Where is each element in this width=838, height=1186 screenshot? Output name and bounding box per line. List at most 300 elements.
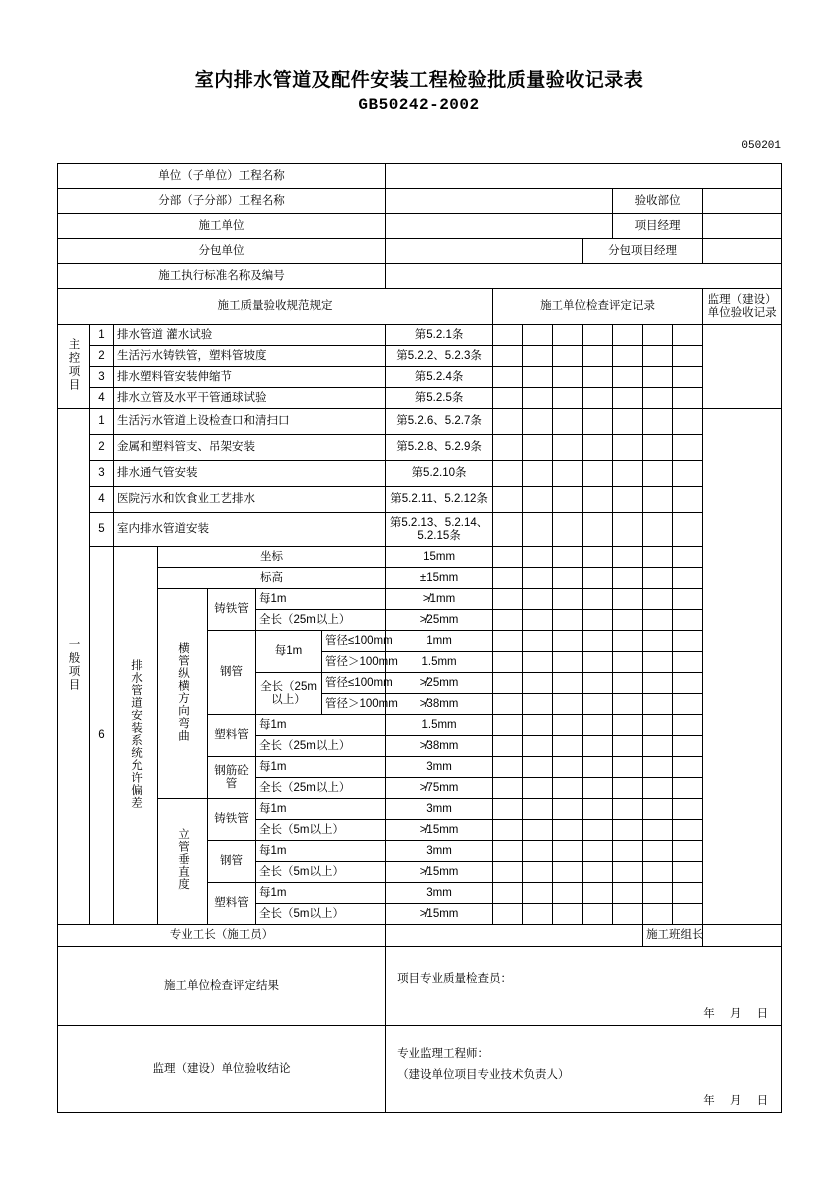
inspector-label: 项目专业质量检查员： [397, 973, 513, 985]
sub-project-label: 分部（子分部）工程名称 [58, 189, 386, 214]
check-cell[interactable] [583, 799, 613, 820]
tolerance-material: 钢管 [208, 841, 256, 883]
check-cell[interactable] [583, 547, 613, 568]
check-cell[interactable] [523, 652, 553, 673]
check-cell[interactable] [523, 589, 553, 610]
check-cell[interactable] [643, 757, 673, 778]
check-cell[interactable] [523, 694, 553, 715]
tolerance-material: 塑料管 [208, 883, 256, 925]
check-cell[interactable] [493, 367, 523, 388]
check-cell[interactable] [523, 487, 553, 513]
tolerance-material: 铸铁管 [208, 589, 256, 631]
check-cell[interactable] [643, 610, 673, 631]
check-cell[interactable] [643, 736, 673, 757]
check-cell[interactable] [673, 346, 703, 367]
check-cell[interactable] [523, 841, 553, 862]
check-cell[interactable] [673, 757, 703, 778]
check-cell[interactable] [613, 487, 643, 513]
main-item-name: 生活污水铸铁管，塑料管坡度 [114, 346, 386, 367]
tolerance-row-value: ±15mm [386, 568, 493, 589]
check-cell[interactable] [523, 367, 553, 388]
general-item-clause: 第5.2.6、5.2.7条 [386, 409, 493, 435]
check-cell[interactable] [553, 589, 583, 610]
supervisor-date-line: 年 月 日 [703, 1095, 775, 1107]
check-cell[interactable] [523, 568, 553, 589]
general-item-no: 4 [90, 487, 114, 513]
check-cell[interactable] [643, 547, 673, 568]
tolerance-value: 3mm [386, 757, 493, 778]
check-cell[interactable] [553, 799, 583, 820]
sub-unit-value[interactable] [386, 239, 583, 264]
check-cell[interactable] [613, 346, 643, 367]
tolerance-row-item: 坐标 [158, 547, 386, 568]
tolerance-sub: 全长（25m以上） [256, 778, 386, 799]
check-cell[interactable] [493, 673, 523, 694]
check-cell[interactable] [673, 904, 703, 925]
tolerance-value: ≯38mm [386, 694, 493, 715]
check-cell[interactable] [643, 409, 673, 435]
check-cell[interactable] [553, 820, 583, 841]
check-cell[interactable] [673, 513, 703, 547]
check-cell[interactable] [553, 346, 583, 367]
check-cell[interactable] [583, 435, 613, 461]
accept-part-value[interactable] [703, 189, 782, 214]
check-cell[interactable] [613, 461, 643, 487]
check-cell[interactable] [643, 325, 673, 346]
general-item-no: 1 [90, 409, 114, 435]
check-cell[interactable] [643, 652, 673, 673]
check-cell[interactable] [553, 652, 583, 673]
check-cell[interactable] [673, 841, 703, 862]
check-cell[interactable] [613, 435, 643, 461]
tolerance-item-no: 6 [90, 547, 114, 925]
check-cell[interactable] [673, 367, 703, 388]
tolerance-sub: 每1m [256, 631, 322, 673]
check-cell[interactable] [673, 325, 703, 346]
check-cell[interactable] [553, 862, 583, 883]
result-label: 施工单位检查评定结果 [58, 947, 386, 1026]
check-cell[interactable] [493, 799, 523, 820]
check-cell[interactable] [643, 346, 673, 367]
check-cell[interactable] [583, 589, 613, 610]
check-cell[interactable] [643, 820, 673, 841]
supervisor-record-cell[interactable] [703, 325, 782, 409]
tolerance-material: 钢筋砼管 [208, 757, 256, 799]
check-cell[interactable] [613, 631, 643, 652]
supervisor-header-line2: 单位验收记录 [707, 306, 777, 319]
unit-project-label: 单位（子单位）工程名称 [58, 164, 386, 189]
check-cell[interactable] [673, 862, 703, 883]
check-cell[interactable] [523, 757, 553, 778]
self-check-header: 施工单位检查评定记录 [493, 289, 703, 325]
check-cell[interactable] [583, 652, 613, 673]
check-cell[interactable] [583, 736, 613, 757]
check-cell[interactable] [553, 778, 583, 799]
check-cell[interactable] [583, 513, 613, 547]
tolerance-sub: 全长（25m以上） [256, 736, 386, 757]
sub-project-value[interactable] [386, 189, 613, 214]
sub-unit-label: 分包单位 [58, 239, 386, 264]
check-cell[interactable] [523, 547, 553, 568]
check-cell[interactable] [493, 841, 523, 862]
check-cell[interactable] [553, 736, 583, 757]
supervisor-record-cell[interactable] [703, 409, 782, 925]
check-cell[interactable] [493, 778, 523, 799]
check-cell[interactable] [493, 652, 523, 673]
tolerance-value: 3mm [386, 841, 493, 862]
check-cell[interactable] [553, 487, 583, 513]
general-item-name: 室内排水管道安装 [114, 513, 386, 547]
general-item-clause: 第5.2.8、5.2.9条 [386, 435, 493, 461]
check-cell[interactable] [583, 904, 613, 925]
check-cell[interactable] [643, 568, 673, 589]
vertical-pipe-label: 立管垂直度 [158, 799, 208, 925]
main-item-no: 2 [90, 346, 114, 367]
check-cell[interactable] [583, 346, 613, 367]
check-cell[interactable] [643, 778, 673, 799]
check-cell[interactable] [583, 388, 613, 409]
tolerance-sub: 全长（5m以上） [256, 904, 386, 925]
check-cell[interactable] [583, 862, 613, 883]
tolerance-material: 钢管 [208, 631, 256, 715]
check-cell[interactable] [583, 409, 613, 435]
check-cell[interactable] [493, 736, 523, 757]
check-cell[interactable] [613, 778, 643, 799]
spec-header: 施工质量验收规范规定 [58, 289, 493, 325]
tolerance-value: ≯1mm [386, 589, 493, 610]
team-leader-label: 施工班组长 [643, 925, 703, 947]
check-cell[interactable] [643, 461, 673, 487]
supervisor-header [703, 289, 782, 325]
main-item-no: 4 [90, 388, 114, 409]
title-block [0, 0, 838, 116]
inspector-signature-cell[interactable] [386, 947, 782, 1026]
check-cell[interactable] [493, 610, 523, 631]
tolerance-value: ≯15mm [386, 820, 493, 841]
check-cell[interactable] [673, 820, 703, 841]
foreman-label: 专业工长（施工员） [58, 925, 386, 947]
check-cell[interactable] [673, 715, 703, 736]
check-cell[interactable] [583, 757, 613, 778]
tolerance-sub: 每1m [256, 715, 386, 736]
tolerance-value: 3mm [386, 883, 493, 904]
general-item-no: 2 [90, 435, 114, 461]
tolerance-value: ≯15mm [386, 904, 493, 925]
check-cell[interactable] [493, 715, 523, 736]
check-cell[interactable] [613, 883, 643, 904]
general-item-name: 生活污水管道上设检查口和清扫口 [114, 409, 386, 435]
check-cell[interactable] [643, 487, 673, 513]
check-cell[interactable] [673, 652, 703, 673]
main-item-clause: 第5.2.2、5.2.3条 [386, 346, 493, 367]
check-cell[interactable] [613, 715, 643, 736]
construct-unit-value[interactable] [386, 214, 613, 239]
check-cell[interactable] [613, 736, 643, 757]
supervisor-conclusion-label: 监理（建设）单位验收结论 [58, 1026, 386, 1113]
check-cell[interactable] [643, 841, 673, 862]
tolerance-cond: 管径＞100mm [322, 694, 386, 715]
tolerance-sub: 全长（25m以上） [256, 610, 386, 631]
check-cell[interactable] [553, 757, 583, 778]
check-cell[interactable] [553, 367, 583, 388]
check-cell[interactable] [673, 589, 703, 610]
check-cell[interactable] [583, 631, 613, 652]
check-cell[interactable] [553, 325, 583, 346]
team-leader-value[interactable] [703, 925, 782, 947]
check-cell[interactable] [553, 610, 583, 631]
tolerance-value: ≯38mm [386, 736, 493, 757]
check-cell[interactable] [583, 673, 613, 694]
check-cell[interactable] [613, 547, 643, 568]
check-cell[interactable] [493, 631, 523, 652]
check-cell[interactable] [553, 568, 583, 589]
supervisor-engineer-label: 专业监理工程师： [397, 1048, 490, 1060]
check-cell[interactable] [493, 589, 523, 610]
check-cell[interactable] [613, 388, 643, 409]
main-item-clause: 第5.2.5条 [386, 388, 493, 409]
main-item-name: 排水管道 灌水试验 [114, 325, 386, 346]
check-cell[interactable] [583, 820, 613, 841]
tolerance-sub: 全长（5m以上） [256, 820, 386, 841]
inspection-form-table [57, 163, 782, 1113]
check-cell[interactable] [493, 547, 523, 568]
tolerance-sub: 全长（25m以上） [256, 673, 322, 715]
check-cell[interactable] [673, 883, 703, 904]
check-cell[interactable] [553, 883, 583, 904]
check-cell[interactable] [673, 631, 703, 652]
check-cell[interactable] [643, 904, 673, 925]
check-cell[interactable] [613, 568, 643, 589]
check-cell[interactable] [523, 610, 553, 631]
general-item-clause: 第5.2.11、5.2.12条 [386, 487, 493, 513]
check-cell[interactable] [523, 862, 553, 883]
check-cell[interactable] [613, 862, 643, 883]
check-cell[interactable] [523, 346, 553, 367]
check-cell[interactable] [583, 610, 613, 631]
check-cell[interactable] [613, 757, 643, 778]
general-item-name: 医院污水和饮食业工艺排水 [114, 487, 386, 513]
check-cell[interactable] [643, 589, 673, 610]
check-cell[interactable] [613, 367, 643, 388]
check-cell[interactable] [493, 757, 523, 778]
check-cell[interactable] [613, 904, 643, 925]
check-cell[interactable] [553, 547, 583, 568]
check-cell[interactable] [673, 461, 703, 487]
check-cell[interactable] [673, 694, 703, 715]
page-title: 室内排水管道及配件安装工程检验批质量验收记录表 [194, 70, 644, 91]
check-cell[interactable] [643, 631, 673, 652]
check-cell[interactable] [643, 694, 673, 715]
check-cell[interactable] [613, 841, 643, 862]
check-cell[interactable] [673, 799, 703, 820]
check-cell[interactable] [643, 715, 673, 736]
check-cell[interactable] [493, 904, 523, 925]
check-cell[interactable] [523, 435, 553, 461]
project-manager-value[interactable] [703, 214, 782, 239]
check-cell[interactable] [583, 325, 613, 346]
check-cell[interactable] [553, 435, 583, 461]
check-cell[interactable] [613, 513, 643, 547]
check-cell[interactable] [643, 367, 673, 388]
check-cell[interactable] [553, 904, 583, 925]
check-cell[interactable] [583, 841, 613, 862]
check-cell[interactable] [493, 862, 523, 883]
form-number: 050201 [741, 140, 781, 152]
check-cell[interactable] [493, 820, 523, 841]
general-item-no: 3 [90, 461, 114, 487]
general-item-clause: 第5.2.13、5.2.14、5.2.15条 [386, 513, 493, 547]
check-cell[interactable] [553, 631, 583, 652]
check-cell[interactable] [613, 610, 643, 631]
main-item-no: 3 [90, 367, 114, 388]
tolerance-sub: 每1m [256, 799, 386, 820]
tolerance-cond: 管径＞100mm [322, 652, 386, 673]
check-cell[interactable] [493, 487, 523, 513]
tolerance-value: 1mm [386, 631, 493, 652]
unit-project-value[interactable] [386, 164, 782, 189]
general-items-label: 一般项目 [58, 409, 90, 925]
check-cell[interactable] [613, 325, 643, 346]
main-item-clause: 第5.2.4条 [386, 367, 493, 388]
check-cell[interactable] [613, 694, 643, 715]
main-item-name: 排水塑料管安装伸缩节 [114, 367, 386, 388]
check-cell[interactable] [643, 435, 673, 461]
check-cell[interactable] [553, 513, 583, 547]
check-cell[interactable] [613, 589, 643, 610]
check-cell[interactable] [553, 461, 583, 487]
check-cell[interactable] [523, 673, 553, 694]
check-cell[interactable] [583, 367, 613, 388]
supervisor-header-line1: 监理（建设） [707, 293, 777, 306]
check-cell[interactable] [523, 461, 553, 487]
check-cell[interactable] [493, 325, 523, 346]
check-cell[interactable] [493, 513, 523, 547]
construct-unit-label: 施工单位 [58, 214, 386, 239]
check-cell[interactable] [613, 673, 643, 694]
tolerance-cond: 管径≤100mm [322, 673, 386, 694]
sub-project-manager-label: 分包项目经理 [583, 239, 703, 264]
check-cell[interactable] [583, 715, 613, 736]
check-cell[interactable] [643, 673, 673, 694]
check-cell[interactable] [643, 388, 673, 409]
check-cell[interactable] [493, 461, 523, 487]
check-cell[interactable] [673, 568, 703, 589]
check-cell[interactable] [673, 778, 703, 799]
check-cell[interactable] [523, 799, 553, 820]
check-cell[interactable] [673, 409, 703, 435]
general-item-name: 金属和塑料管支、吊架安装 [114, 435, 386, 461]
sub-project-manager-value[interactable] [703, 239, 782, 264]
check-cell[interactable] [523, 409, 553, 435]
general-item-no: 5 [90, 513, 114, 547]
check-cell[interactable] [493, 409, 523, 435]
check-cell[interactable] [493, 568, 523, 589]
check-cell[interactable] [493, 694, 523, 715]
check-cell[interactable] [523, 513, 553, 547]
tolerance-value: ≯75mm [386, 778, 493, 799]
check-cell[interactable] [673, 547, 703, 568]
tolerance-value: 3mm [386, 799, 493, 820]
tolerance-value: 1.5mm [386, 715, 493, 736]
check-cell[interactable] [643, 513, 673, 547]
accept-part-label: 验收部位 [613, 189, 703, 214]
tolerance-cond: 管径≤100mm [322, 631, 386, 652]
check-cell[interactable] [673, 610, 703, 631]
tolerance-sub: 每1m [256, 841, 386, 862]
tolerance-material: 铸铁管 [208, 799, 256, 841]
standard-label: 施工执行标准名称及编号 [58, 264, 386, 289]
check-cell[interactable] [613, 820, 643, 841]
tolerance-sub: 全长（5m以上） [256, 862, 386, 883]
check-cell[interactable] [613, 652, 643, 673]
check-cell[interactable] [583, 883, 613, 904]
check-cell[interactable] [673, 487, 703, 513]
tolerance-sub: 每1m [256, 757, 386, 778]
check-cell[interactable] [613, 409, 643, 435]
check-cell[interactable] [553, 715, 583, 736]
check-cell[interactable] [553, 841, 583, 862]
check-cell[interactable] [673, 673, 703, 694]
tolerance-sub: 每1m [256, 589, 386, 610]
check-cell[interactable] [643, 862, 673, 883]
check-cell[interactable] [523, 820, 553, 841]
standard-value[interactable] [386, 264, 782, 289]
inspector-date-line: 年 月 日 [703, 1008, 775, 1020]
check-cell[interactable] [673, 388, 703, 409]
check-cell[interactable] [583, 568, 613, 589]
check-cell[interactable] [523, 325, 553, 346]
tolerance-row-value: 15mm [386, 547, 493, 568]
check-cell[interactable] [583, 461, 613, 487]
check-cell[interactable] [583, 694, 613, 715]
check-cell[interactable] [523, 388, 553, 409]
check-cell[interactable] [643, 799, 673, 820]
tolerance-material: 塑料管 [208, 715, 256, 757]
check-cell[interactable] [523, 631, 553, 652]
standard-code: GB50242-2002 [358, 96, 480, 114]
tolerance-value: ≯25mm [386, 673, 493, 694]
check-cell[interactable] [493, 883, 523, 904]
check-cell[interactable] [493, 388, 523, 409]
check-cell[interactable] [523, 778, 553, 799]
check-cell[interactable] [553, 409, 583, 435]
check-cell[interactable] [493, 435, 523, 461]
supervisor-engineer-sub: （建设单位项目专业技术负责人） [397, 1069, 570, 1081]
check-cell[interactable] [523, 736, 553, 757]
check-cell[interactable] [523, 883, 553, 904]
check-cell[interactable] [643, 883, 673, 904]
check-cell[interactable] [523, 715, 553, 736]
check-cell[interactable] [613, 799, 643, 820]
main-item-clause: 第5.2.1条 [386, 325, 493, 346]
tolerance-value: ≯25mm [386, 610, 493, 631]
check-cell[interactable] [493, 346, 523, 367]
check-cell[interactable] [553, 388, 583, 409]
check-cell[interactable] [673, 435, 703, 461]
check-cell[interactable] [553, 694, 583, 715]
check-cell[interactable] [673, 736, 703, 757]
horizontal-bend-label: 横管纵横方向弯曲 [158, 589, 208, 799]
main-item-name: 排水立管及水平干管通球试验 [114, 388, 386, 409]
check-cell[interactable] [583, 487, 613, 513]
check-cell[interactable] [523, 904, 553, 925]
foreman-value[interactable] [386, 925, 643, 947]
supervisor-signature-cell[interactable] [386, 1026, 782, 1113]
main-item-no: 1 [90, 325, 114, 346]
check-cell[interactable] [583, 778, 613, 799]
tolerance-value: 1.5mm [386, 652, 493, 673]
check-cell[interactable] [553, 673, 583, 694]
